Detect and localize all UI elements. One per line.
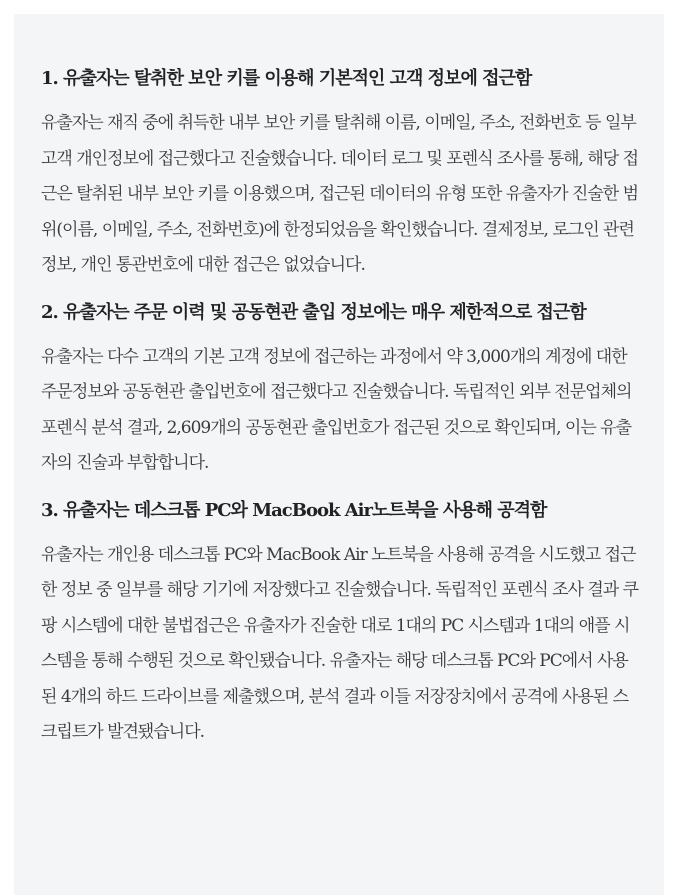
section-heading: 2. 유출자는 주문 이력 및 공동현관 출입 정보에는 매우 제한적으로 접근함: [41, 301, 586, 323]
section-paragraph: 유출자는 재직 중에 취득한 내부 보안 키를 탈취해 이름, 이메일, 주소, 전화번호 등 일부 고객 개인정보에 접근했다고 진술했습니다. 데이터 로그 및 포렌식 조사를 통해, 해당 접근은 탈취된 내부 보안 키를 이용했으며, 접근된 데이터의 유형 또한 유출자가 진술한 범위(이름, 이메일, 주소, 전화번호)에 한정되었음을 확인했습니다. 결제정보, 로그인 관련 정보, 개인 통관번호에 대한 접근은 없었습니다.: [41, 113, 639, 275]
section-paragraph: 유출자는 개인용 데스크톱 PC와 MacBook Air 노트북을 사용해 공격을 시도했고 접근한 정보 중 일부를 해당 기기에 저장했다고 진술했습니다. 독립적인 포렌식 조사 결과 쿠팡 시스템에 대한 불법접근은 유출자가 진술한 대로 1대의 PC 시스템과 1대의 애플 시스템을 통해 수행된 것으로 확인됐습니다. 유출자는 해당 데스크톱 PC와 PC에서 사용된 4개의 하드 드라이브를 제출했으며, 분석 결과 이들 저장장치에서 공격에 사용된 스크립트가 발견됐습니다.: [41, 544, 639, 742]
finding-section-3: [41, 498, 640, 751]
section-heading: 3. 유출자는 데스크톱 PC와 MacBook Air노트북을 사용해 공격함: [41, 499, 547, 521]
finding-section-2: [41, 300, 640, 482]
section-heading: 1. 유출자는 탈취한 보안 키를 이용해 기본적인 고객 정보에 접근함: [41, 68, 532, 89]
section-paragraph: 유출자는 다수 고객의 기본 고객 정보에 접근하는 과정에서 약 3,000개의 계정에 대한 주문정보와 공동현관 출입번호에 접근했다고 진술했습니다. 독립적인 외부 전문업체의 포렌식 분석 결과, 2,609개의 공동현관 출입번호가 접근된 것으로 확인되며, 이는 유출자의 진술과 부합합니다.: [41, 346, 632, 473]
finding-section-1: [41, 66, 640, 284]
article-card: [14, 14, 664, 895]
